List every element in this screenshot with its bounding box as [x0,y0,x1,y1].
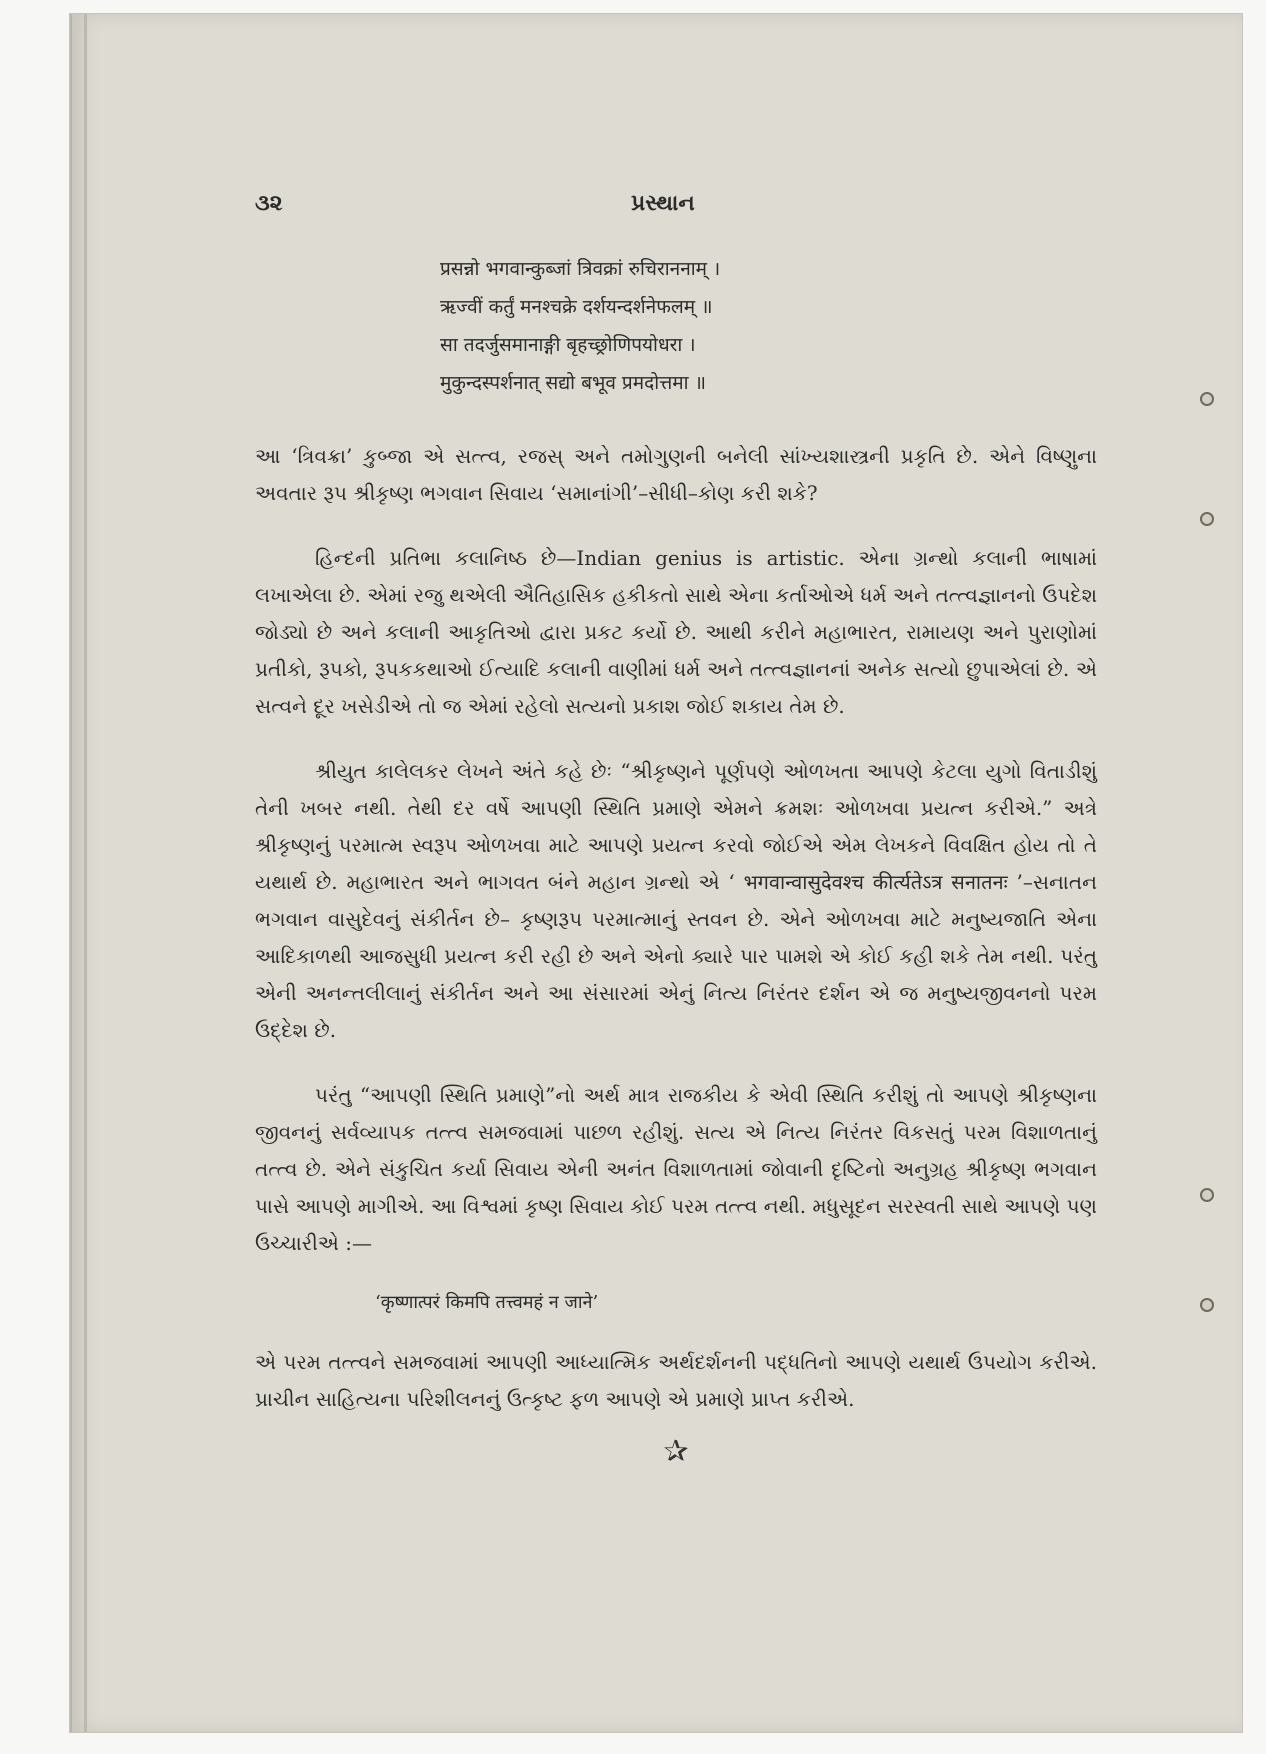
paragraph: આ ‘ત્રિવક્રા’ કુબ્જા એ સત્ત્વ, રજસ્ અને તમોગુણની બનેલી સાંખ્યશાસ્ત્રની પ્રકૃતિ છે. એને વિષ્ણુના અવતાર રૂપ શ્રીકૃષ્ણ ભગવાન સિવાય ‘સમાનાંગી’–સીધી–કોણ કરી શકે? [255,444,1097,505]
binding-hole [1200,512,1214,526]
verse-line: सा तदर्जुसमानाङ्गी बृहच्छ्रोणिपयोधरा । [440,334,696,356]
page-content [255,190,1097,1469]
running-title: પ્રસ્થાન [631,190,695,216]
closing-paragraph: એ પરમ તત્ત્વને સમજવામાં આપણી આધ્યાત્મિક અર્થદર્શનની પદ્ધતિનો આપણે યથાર્થ ઉપયોગ કરીએ. પ્રાચીન સાહિત્યના પરિશીલનનું ઉત્કૃષ્ટ ફળ આપણે એ પ્રમાણે પ્રાપ્ત કરીએ. [255,1350,1097,1411]
sanskrit-quote: ‘कृष्णात्परं किमपि तत्त्वमहं न जाने’ [375,1292,599,1313]
binding-hole [1200,1298,1214,1312]
verse-line: मुकुन्दस्पर्शनात् सद्यो बभूव प्रमदोत्तमा ॥ [440,372,706,394]
paragraph: હિન્દની પ્રતિભા કલાનિષ્ઠ છે—Indian genius is artistic. એના ગ્રન્થો કલાની ભાષામાં લખાએલા છે. એમાં રજુ થએલી ઐતિહાસિક હકીકતો સાથે એના કર્તાઓએ ધર્મ અને તત્ત્વજ્ઞાનનો ઉપદેશ જોડ્યો છે અને કલાની આકૃતિઓ દ્વારા પ્રકટ કર્યો છે. આથી કરીને મહાભારત, રામાયણ અને પુરાણોમાં પ્રતીકો, રૂપકો, રૂપકકથાઓ ઈત્યાદિ કલાની વાણીમાં ધર્મ અને તત્ત્વજ્ઞાનનાં અનેક સત્યો છુપાએલાં છે. એ સત્વને દૂર ખસેડીએ તો જ એમાં રહેલો સત્યનો પ્રકાશ જોઈ શકાય તેમ છે. [255,546,1097,718]
binding-hole [1200,392,1214,406]
verse-line: प्रसन्नो भगवान्कुब्जां त्रिवक्रां रुचिराननाम् । [440,258,721,280]
page-number: ૩૨ [255,190,283,216]
page-edge [84,14,87,1732]
paragraph: પરંતુ “આપણી સ્થિતિ પ્રમાણે”નો અર્થ માત્ર રાજકીય કે એવી સ્થિતિ કરીશું તો આપણે શ્રીકૃષ્ણના જીવનનું સર્વવ્યાપક તત્ત્વ સમજવામાં પાછળ રહીશું. સત્ય એ નિત્ય નિરંતર વિકસતું પરમ વિશાળતાનું તત્ત્વ છે. એને સંકુચિત કર્યા સિવાય એની અનંત વિશાળતામાં જોવાની દૃષ્ટિનો અનુગ્રહ શ્રીકૃષ્ણ ભગવાન પાસે આપણે માગીએ. આ વિશ્વમાં કૃષ્ણ સિવાય કોઈ પરમ તત્ત્વ નથી. મધુસૂદન સરસ્વતી સાથે આપણે પણ ઉચ્ચારીએ :— [255,1083,1097,1255]
sanskrit-verse [440,250,1097,402]
binding-hole [1200,1188,1214,1202]
verse-line: ऋज्वीं कर्तुं मनश्चक्रे दर्शयन्दर्शनेफलम् ॥ [440,296,713,318]
star-ornament-icon: ✰ [663,1434,689,1469]
page-header [255,190,1097,230]
paragraph: શ્રીયુત કાલેલકર લેખને અંતે કહે છેઃ “શ્રીકૃષ્ણને પૂર્ણપણે ઓળખતા આપણે કેટલા યુગો વિતાડીશું તેની ખબર નથી. તેથી દર વર્ષે આપણી સ્થિતિ પ્રમાણે એમને ક્રમશઃ ઓળખવા પ્રયત્ન કરીએ.” અત્રે શ્રીકૃષ્ણનું પરમાત્મ સ્વરૂપ ઓળખવા માટે આપણે પ્રયત્ન કરવો જોઈએ એમ લેખકને વિવક્ષિત હોય તો તે યથાર્થ છે. મહાભારત અને ભાગવત બંને મહાન ગ્રન્થો એ ‘ भगवान्वासुदेवश्च कीर्त्यतेऽत्र सनातनः ’–સનાતન ભગવાન વાસુદેવનું સંકીર્તન છે– કૃષ્ણરૂપ પરમાત્માનું સ્તવન છે. એને ઓળખવા માટે મનુષ્યજાતિ એના આદિકાળથી આજસુધી પ્રયત્ન કરી રહી છે અને એનો ક્યારે પાર પામશે એ કોઈ કહી શકે તેમ નથી. પરંતુ એની અનન્તલીલાનું સંકીર્તન અને આ સંસારમાં એનું નિત્ય નિરંતર દર્શન એ જ મનુષ્યજીવનનો પરમ ઉદ્દેશ છે. [255,759,1097,1042]
